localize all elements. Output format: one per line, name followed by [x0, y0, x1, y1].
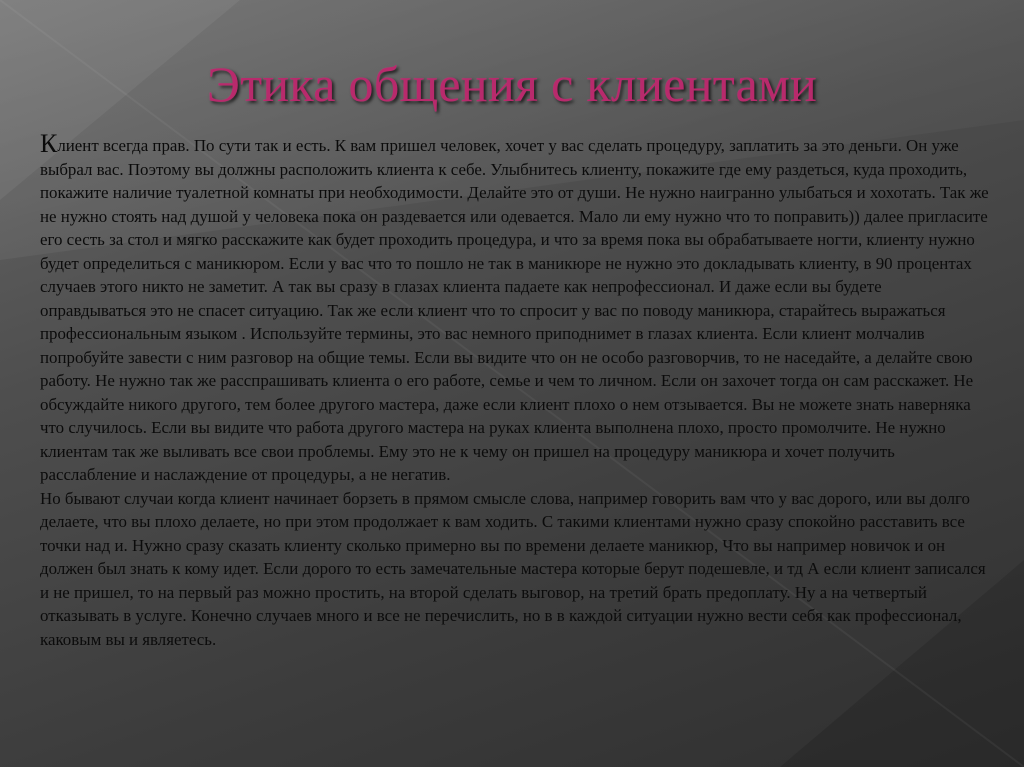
paragraph-1-text: лиент всегда прав. По сути так и есть. К вам пришел человек, хочет у вас сделать процедуру, заплатить за это деньги. Он уже выбрал вас. Поэтому вы должны расположить клиента к себе. Улыбнитесь клиенту, покажите где ему раздеться, куда проходить, покажите наличие туалетной комнаты при необходимости. Делайте это от души. Не нужно наигранно улыбаться и хохотать. Так же не нужно стоять над душой у человека пока он раздевается или одевается. Мало ли ему нужно что то поправить)) далее пригласите его сесть за стол и мягко расскажите как будет проходить процедура, и что за время пока вы обрабатываете ногти, клиенту нужно будет определиться с маникюром. Если у вас что то пошло не так в маникюре не нужно это докладывать клиенту, в 90 процентах случаев этого никто не заметит. А так вы сразу в глазах клиента падаете как непрофессионал. И даже если вы будете оправдываться это не спасет ситуацию. Так же если клиент что то спросит у вас по поводу маникюра, старайтесь выражаться профессиональным языком . Используйте термины, это вас немного приподнимет в глазах клиента. Если клиент молчалив попробуйте завести с ним разговор на общие темы. Если вы видите что он не особо разговорчив, то не наседайте, а делайте свою работу. Не нужно так же расспрашивать клиента о его работе, семье и чем то личном. Если он захочет тогда он сам расскажет. Не обсуждайте никого другого, тем более другого мастера, даже если клиент плохо о нем отзывается. Вы не можете знать наверняка что случилось. Если вы видите что работа другого мастера на руках клиента выполнена плохо, просто промолчите. Не нужно клиентам так же выливать все свои проблемы. Ему это не к чему он пришел на процедуру маникюра и хочет получить расслабление и наслаждение от процедуры, а не негатив.	[40, 136, 989, 484]
first-letter: К	[40, 134, 58, 158]
slide-body	[40, 134, 990, 764]
paragraph-2: Но бывают случаи когда клиент начинает борзеть в прямом смысле слова, например говорить вам что у вас дорого, или вы долго делаете, что вы плохо делаете, но при этом продолжает к вам ходить. С такими клиентами нужно сразу спокойно расставить все точки над и. Нужно сразу сказать клиенту сколько примерно вы по времени делаете маникюр, Что вы например новичок и он должен был знать к кому идет. Если дорого то есть замечательные мастера которые берут подешевле, и тд А если клиент записался и не пришел, то на первый раз можно простить, на второй сделать выговор, на третий брать предоплату. Ну а на четвертый отказывать в услуге. Конечно случаев много и все не перечислить, но в в каждой ситуации нужно вести себя как профессионал, каковым вы и являетесь.	[40, 488, 986, 649]
slide-title: Этика общения с клиентами	[206, 56, 818, 112]
paragraph-1	[40, 134, 990, 487]
